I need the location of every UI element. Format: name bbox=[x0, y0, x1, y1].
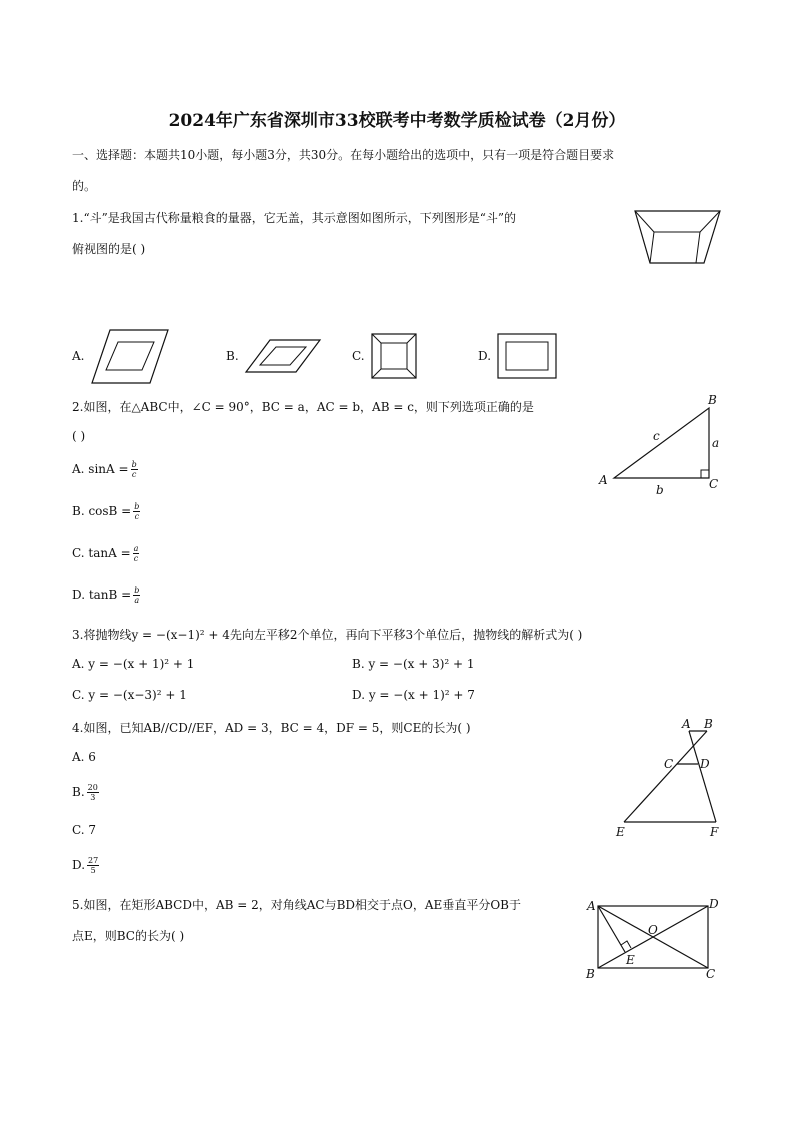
q2-option-a-fraction bbox=[131, 460, 138, 479]
q4-option-b[interactable] bbox=[72, 783, 99, 802]
q2-stem: 2.如图，在△ABC中，∠C = 90°，BC = a，AC = b，AB = c，则下列选项正确的是 bbox=[72, 400, 534, 414]
q1-stem-line2: 俯视图的是( ) bbox=[72, 242, 146, 256]
q3-option-b[interactable]: B. y = −(x + 3)² + 1 bbox=[352, 657, 475, 671]
q3-option-d[interactable]: D. y = −(x + 1)² + 7 bbox=[352, 688, 475, 702]
q2-option-d-den: a bbox=[134, 596, 140, 605]
q2-option-d-label: D. tanB = bbox=[72, 588, 132, 602]
q1-option-b-label[interactable]: B. bbox=[226, 349, 239, 363]
q2-option-b[interactable] bbox=[72, 502, 140, 521]
q4-option-b-den: 3 bbox=[90, 793, 96, 802]
q4-option-b-label: B. bbox=[72, 785, 85, 799]
q5-label-C: C bbox=[706, 967, 716, 981]
q3-option-c[interactable]: C. y = −(x−3)² + 1 bbox=[72, 688, 187, 702]
q4-option-b-fraction bbox=[87, 783, 99, 802]
page-title: 2024年广东省深圳市33校联考中考数学质检试卷（2月份） bbox=[168, 111, 626, 131]
q2-option-d-fraction bbox=[133, 586, 140, 605]
q4-option-d-num: 27 bbox=[88, 856, 99, 865]
q5-label-E: E bbox=[626, 953, 635, 967]
q2-label-a: a bbox=[712, 436, 720, 450]
q4-label-A: A bbox=[682, 717, 691, 731]
q3-stem: 3.将抛物线y = −(x−1)² + 4先向左平移2个单位，再向下平移3个单位后，抛物线的解析式为( ) bbox=[72, 628, 583, 642]
q4-option-b-num: 20 bbox=[87, 783, 98, 792]
q4-label-C: C bbox=[664, 757, 674, 771]
q2-option-c-label: C. tanA = bbox=[72, 546, 131, 560]
q4-option-c[interactable]: C. 7 bbox=[72, 823, 97, 837]
q2-option-a-num: b bbox=[131, 460, 137, 469]
q5-label-B: B bbox=[586, 967, 595, 981]
q4-label-F: F bbox=[710, 825, 719, 839]
q1-option-b-figure[interactable] bbox=[244, 338, 322, 374]
q1-option-c-figure[interactable] bbox=[370, 332, 418, 380]
q1-dou-figure bbox=[632, 206, 724, 272]
q2-option-c-num: a bbox=[133, 544, 139, 553]
section-instructions-line1: 一、选择题：本题共10小题，每小题3分，共30分。在每小题给出的选项中，只有一项是符合题目要求 bbox=[72, 148, 615, 162]
q5-label-O: O bbox=[648, 923, 658, 937]
q5-label-D: D bbox=[709, 897, 719, 911]
q4-option-a[interactable]: A. 6 bbox=[72, 750, 96, 764]
q2-label-C: C bbox=[709, 477, 719, 491]
q2-option-c-fraction bbox=[133, 544, 140, 563]
q4-stem: 4.如图，已知AB//CD//EF，AD = 3，BC = 4，DF = 5，则CE的长为( ) bbox=[72, 721, 471, 735]
q4-option-d-den: 5 bbox=[90, 866, 96, 875]
q4-parallel-lines-figure bbox=[610, 712, 730, 840]
q4-option-d[interactable] bbox=[72, 856, 99, 875]
q2-label-b: b bbox=[656, 483, 664, 496]
q4-label-E: E bbox=[616, 825, 625, 839]
q2-triangle-figure bbox=[596, 390, 726, 496]
q1-option-a-label[interactable]: A. bbox=[72, 349, 85, 363]
q2-option-c-den: c bbox=[133, 554, 139, 563]
q5-stem-line1: 5.如图，在矩形ABCD中，AB = 2，对角线AC与BD相交于点O，AE垂直平分OB于 bbox=[72, 898, 521, 912]
q2-option-a[interactable] bbox=[72, 460, 138, 479]
q1-option-d-label[interactable]: D. bbox=[478, 349, 492, 363]
q2-option-a-den: c bbox=[131, 470, 137, 479]
q5-label-A: A bbox=[587, 899, 596, 913]
q2-option-b-label: B. cosB = bbox=[72, 504, 132, 518]
q2-option-d[interactable] bbox=[72, 586, 140, 605]
q2-option-d-num: b bbox=[134, 586, 140, 595]
q4-option-d-fraction bbox=[87, 856, 99, 875]
q2-label-B: B bbox=[708, 393, 717, 407]
q4-option-d-label: D. bbox=[72, 858, 86, 872]
q2-option-c[interactable] bbox=[72, 544, 139, 563]
q4-label-B: B bbox=[704, 717, 713, 731]
section-instructions-line2: 的。 bbox=[72, 179, 97, 193]
q2-blank: ( ) bbox=[72, 429, 86, 443]
q1-option-d-figure[interactable] bbox=[496, 332, 558, 380]
q1-option-c-label[interactable]: C. bbox=[352, 349, 365, 363]
q2-label-A: A bbox=[599, 473, 608, 487]
q3-option-a[interactable]: A. y = −(x + 1)² + 1 bbox=[72, 657, 195, 671]
q4-label-D: D bbox=[700, 757, 710, 771]
q2-option-b-num: b bbox=[134, 502, 140, 511]
q2-label-c: c bbox=[653, 429, 660, 443]
q2-option-b-den: c bbox=[134, 512, 140, 521]
q1-option-a-figure[interactable] bbox=[90, 328, 170, 386]
q5-rectangle-figure bbox=[582, 892, 724, 984]
q2-option-b-fraction bbox=[133, 502, 140, 521]
q5-stem-line2: 点E，则BC的长为( ) bbox=[72, 929, 185, 943]
q1-stem-line1: 1.“斗”是我国古代称量粮食的量器，它无盖，其示意图如图所示，下列图形是“斗”的 bbox=[72, 211, 516, 225]
q2-option-a-label: A. sinA = bbox=[72, 462, 129, 476]
